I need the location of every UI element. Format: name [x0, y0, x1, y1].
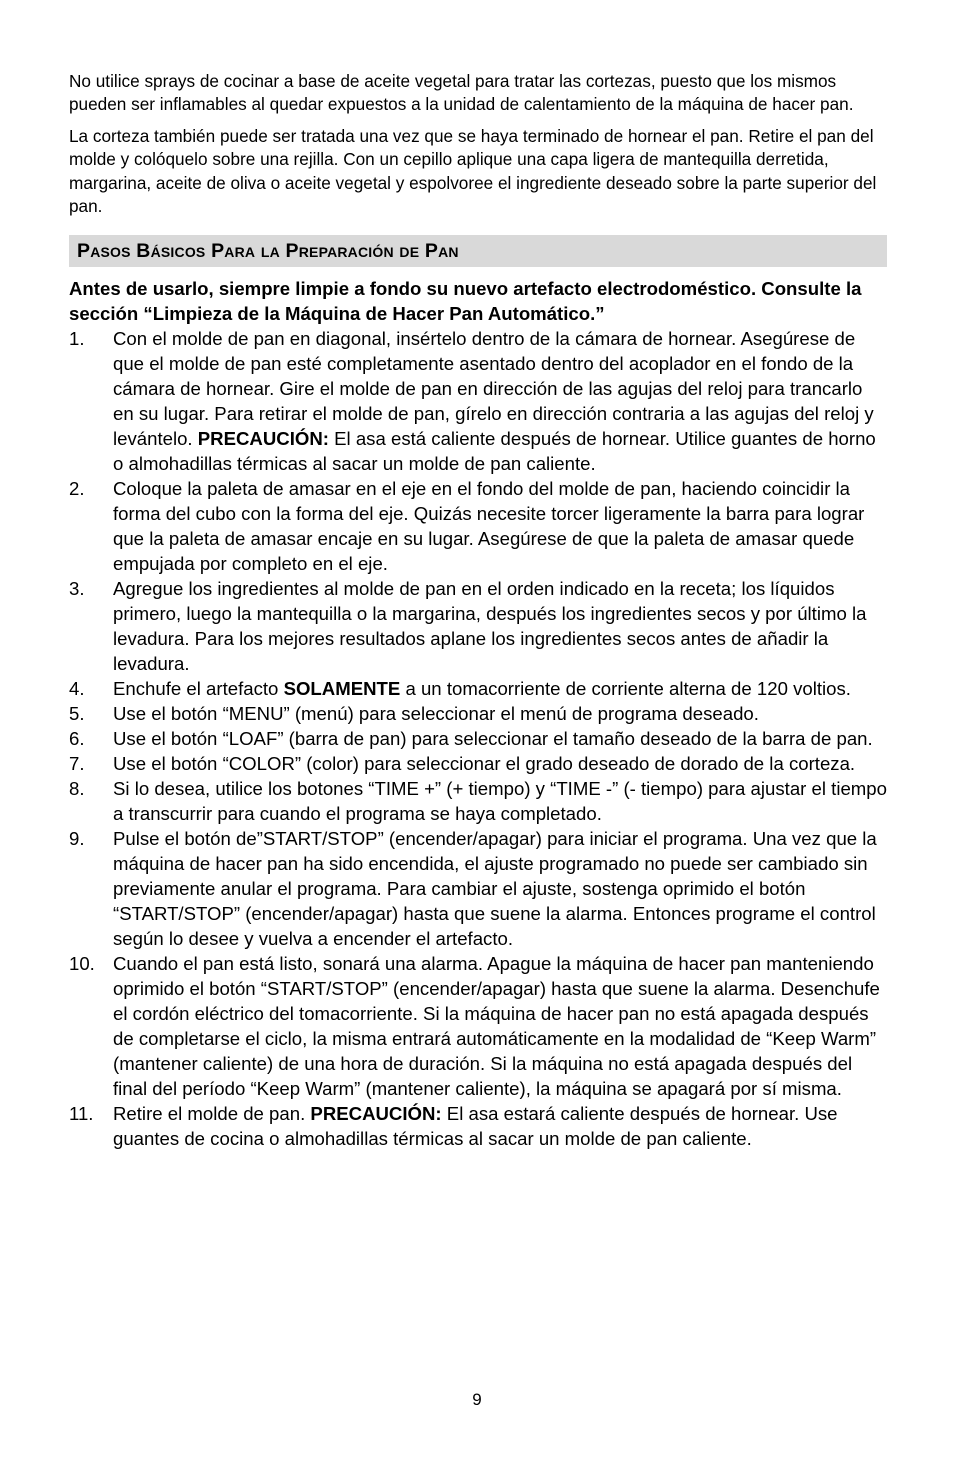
step-text: Use el botón “LOAF” (barra de pan) para seleccionar el tamaño deseado de la barra de pan. [113, 728, 873, 750]
step-emphasis: PRECAUCIÓN: [310, 1103, 442, 1125]
step-item [69, 951, 887, 1101]
step-text: Con el molde de pan en diagonal, insértelo dentro de la cámara de hornear. Asegúrese de que el molde de pan esté completamente asentado dentro del acoplador en el fondo de la cámara de hornear. Gire el molde de pan en dirección de las agujas del reloj para trancarlo en su lugar. Para retirar el molde de pan, gírelo en dirección contraria a las agujas del reloj y levántelo. [113, 328, 874, 450]
page-number: 9 [472, 1390, 482, 1409]
step-text: Enchufe el artefacto [113, 678, 284, 700]
step-item [69, 676, 887, 701]
step-item [69, 751, 887, 776]
step-number: 10. [69, 953, 95, 975]
step-text: Pulse el botón de”START/STOP” (encender/apagar) para iniciar el programa. Una vez que la máquina de hacer pan ha sido encendida, el ajuste programado no puede ser cambiado sin previamente anular el programa. Para cambiar el ajuste, sostenga oprimido el botón “START/STOP” (encender/apagar) hasta que suene la alarma. Entonces programe el control según lo desee y vuelva a encender el artefacto. [113, 828, 877, 950]
step-emphasis: SOLAMENTE [283, 678, 401, 700]
step-number: 5. [69, 703, 85, 725]
step-number: 2. [69, 478, 85, 500]
step-item [69, 476, 887, 576]
step-text: Use el botón “MENU” (menú) para seleccionar el menú de programa deseado. [113, 703, 759, 725]
step-number: 9. [69, 828, 85, 850]
step-item [69, 826, 887, 951]
step-text: Si lo desea, utilice los botones “TIME +” (+ tiempo) y “TIME -” (- tiempo) para ajustar el tiempo a transcurrir para cuando el programa se haya completado. [113, 778, 887, 825]
step-item [69, 326, 887, 476]
intro-paragraph: La corteza también puede ser tratada una vez que se haya terminado de hornear el pan. Retire el pan del molde y colóquelo sobre una rejilla. Con un cepillo aplique una capa ligera de mantequilla derretida, margarina, aceite de oliva o aceite vegetal y espolvoree el ingrediente deseado sobre la parte superior del pan. [69, 125, 877, 217]
step-number: 8. [69, 778, 85, 800]
lead-warning: Antes de usarlo, siempre limpie a fondo su nuevo artefacto electrodoméstico. Consulte la sección “Limpieza de la Máquina de Hacer Pan Automático.” [69, 278, 862, 325]
step-item [69, 576, 887, 676]
section-heading: Pasos Básicos Para la Preparación de Pan [69, 235, 887, 267]
step-item [69, 701, 887, 726]
steps-list [69, 326, 887, 1151]
step-item [69, 776, 887, 826]
step-text: Cuando el pan está listo, sonará una alarma. Apague la máquina de hacer pan manteniendo oprimido el botón “START/STOP” (encender/apagar) hasta que suene la alarma. Desenchufe el cordón eléctrico del tomacorriente. Si la máquina de hacer pan no está apagada después de completarse el ciclo, la misma entrará automáticamente en la modalidad de “Keep Warm” (mantener caliente) de una hora de duración. Si la máquina no está apagada después del final del período “Keep Warm” (mantener caliente), la máquina se apagará por sí misma. [113, 953, 880, 1100]
step-text: El asa estará caliente después de hornear. Use guantes de cocina o almohadillas térmicas al sacar un molde de pan caliente. [113, 1103, 838, 1150]
step-item [69, 1101, 887, 1151]
intro-section [69, 70, 887, 218]
manual-page [69, 70, 887, 1151]
step-number: 11. [69, 1103, 94, 1125]
step-text: Retire el molde de pan. [113, 1103, 311, 1125]
step-number: 7. [69, 753, 85, 775]
step-number: 1. [69, 328, 85, 350]
step-text: El asa está caliente después de hornear. Utilice guantes de horno o almohadillas térmicas al sacar un molde de pan caliente. [113, 428, 876, 475]
intro-paragraph: No utilice sprays de cocinar a base de aceite vegetal para tratar las cortezas, puesto que los mismos pueden ser inflamables al quedar expuestos a la unidad de calentamiento de la máquina de hacer pan. [69, 71, 854, 115]
step-emphasis: PRECAUCIÓN: [197, 428, 329, 450]
step-item [69, 726, 887, 751]
step-number: 6. [69, 728, 85, 750]
step-text: Agregue los ingredientes al molde de pan en el orden indicado en la receta; los líquidos primero, luego la mantequilla o la margarina, después los ingredientes secos y por último la levadura. Para los mejores resultados aplane los ingredientes secos antes de añadir la levadura. [113, 578, 867, 675]
step-text: Coloque la paleta de amasar en el eje en el fondo del molde de pan, haciendo coincidir la forma del cubo con la forma del eje. Quizás necesite torcer ligeramente la barra para lograr que la paleta de amasar encaje en su lugar. Asegúrese de que la paleta de amasar quede empujada por completo en el eje. [113, 478, 865, 575]
step-text: Use el botón “COLOR” (color) para seleccionar el grado deseado de dorado de la corteza. [113, 753, 856, 775]
step-number: 4. [69, 678, 85, 700]
step-text: a un tomacorriente de corriente alterna de 120 voltios. [400, 678, 851, 700]
step-number: 3. [69, 578, 85, 600]
